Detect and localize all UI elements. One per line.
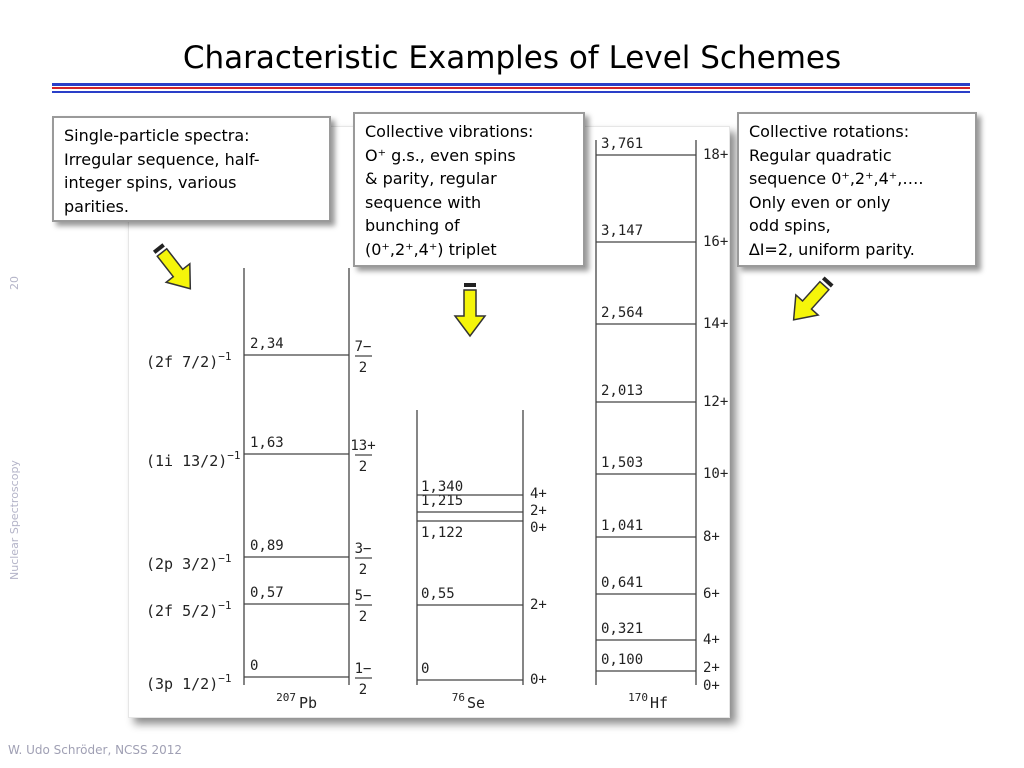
hf-spin-label: 16+	[703, 234, 729, 250]
hf-spin-label: 0+	[703, 678, 720, 694]
pb-spin-denominator: 2	[358, 682, 368, 698]
hf-spin-label: 8+	[703, 529, 720, 545]
se-level-energy: 0	[421, 661, 430, 677]
se-spin-label: 2+	[530, 503, 547, 519]
pb-spin-numerator: 3−	[354, 541, 372, 557]
pb-orbital-exponent: −1	[218, 672, 232, 685]
pb-spin-denominator: 2	[358, 459, 368, 475]
se-level-energy: 1,340	[421, 479, 464, 495]
pb-spin-denominator: 2	[358, 562, 368, 578]
pb-spin-denominator: 2	[358, 360, 368, 376]
pb-level-energy: 0	[250, 658, 259, 674]
hf-spin-label: 6+	[703, 586, 720, 602]
hf-level-energy: 2,013	[601, 383, 644, 399]
pb-spin-denominator: 2	[358, 609, 368, 625]
hf-mass-number: 170	[628, 691, 648, 704]
hf-spin-label: 10+	[703, 466, 729, 482]
rotations-callout	[737, 112, 977, 267]
hf-spin-label: 12+	[703, 394, 729, 410]
hf-level-energy: 0,100	[601, 652, 644, 668]
hf-spin-label: 14+	[703, 316, 729, 332]
hf-spin-label: 2+	[703, 660, 720, 676]
single-particle-callout	[52, 116, 331, 222]
se-level-energy: 1,122	[421, 525, 464, 541]
pb-orbital-label: (1i 13/2)$^{-1}$	[146, 449, 241, 470]
pb-orbital-label: (2f 5/2)$^{-1}$	[146, 599, 232, 620]
hf-level-energy: 3,147	[601, 223, 644, 239]
rotations-text: Collective rotations: Regular quadratic sequence 0⁺,2⁺,4⁺,…. Only even or only odd spins, ∆I=2, uniform parity.	[749, 122, 924, 259]
hf-element-symbol: Hf	[650, 694, 669, 712]
pb-orbital-exponent: −1	[218, 599, 232, 612]
hf-level-energy: 0,641	[601, 575, 644, 591]
page-number: 20	[8, 276, 21, 290]
slide-title: Characteristic Examples of Level Schemes	[182, 40, 842, 76]
hf-level-energy: 1,041	[601, 518, 644, 534]
vibrations-text: Collective vibrations: O⁺ g.s., even spins & parity, regular sequence with bunching of (0⁺,2⁺,4⁺) triplet	[365, 122, 534, 259]
pb-spin-numerator: 13+	[350, 438, 376, 454]
single-particle-text: Single-particle spectra: Irregular sequence, half- integer spins, various parities.	[64, 126, 260, 216]
pb-spin-numerator: 5−	[354, 588, 372, 604]
pb-level-energy: 1,63	[250, 435, 284, 451]
footer-credit: W. Udo Schröder, NCSS 2012	[8, 743, 183, 757]
se-mass-number: 76	[451, 691, 465, 704]
pb-spin-numerator: 7−	[354, 339, 372, 355]
hf-level-energy: 1,503	[601, 455, 644, 471]
pb-level-energy: 2,34	[250, 336, 284, 352]
pb-orbital-label: (3p 1/2)$^{-1}$	[146, 672, 232, 693]
se-spin-label: 0+	[530, 520, 547, 536]
se-level-energy: 0,55	[421, 586, 455, 602]
se-element-symbol: Se	[467, 694, 486, 712]
se-spin-label: 2+	[530, 597, 547, 613]
pb-mass-number: 207	[276, 691, 296, 704]
hf-level-energy: 2,564	[601, 305, 644, 321]
pb-orbital-exponent: −1	[227, 449, 241, 462]
se-spin-label: 4+	[530, 486, 547, 502]
pb-orbital-exponent: −1	[218, 552, 232, 565]
hf-spin-label: 18+	[703, 147, 729, 163]
se-level-energy: 1,215	[421, 493, 464, 509]
pb-spin-numerator: 1−	[354, 661, 372, 677]
pb-level-energy: 0,57	[250, 585, 284, 601]
vibrations-callout	[353, 112, 585, 267]
pb-element-symbol: Pb	[299, 694, 318, 712]
side-label: Nuclear Spectroscopy	[8, 460, 21, 580]
se-spin-label: 0+	[530, 672, 547, 688]
hf-level-energy: 3,761	[601, 136, 644, 152]
pb-orbital-label: (2p 3/2)$^{-1}$	[146, 552, 232, 573]
pb-level-energy: 0,89	[250, 538, 284, 554]
hf-level-energy: 0,321	[601, 621, 644, 637]
hf-spin-label: 4+	[703, 632, 720, 648]
pb-orbital-label: (2f 7/2)$^{-1}$	[146, 350, 232, 371]
pb-orbital-exponent: −1	[218, 350, 232, 363]
